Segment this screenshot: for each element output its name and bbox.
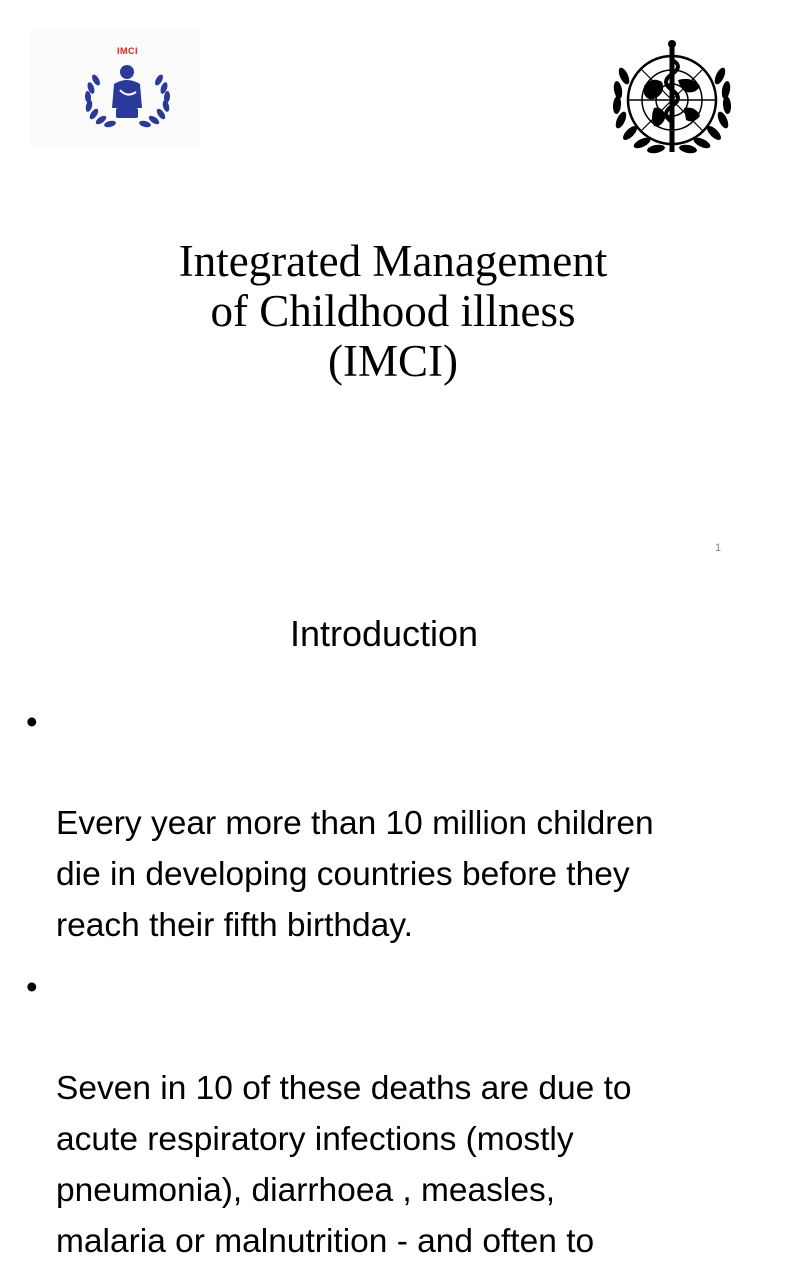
imci-logo-label: IMCI (117, 46, 138, 56)
who-emblem-icon (604, 36, 740, 164)
bullet-marker: • (26, 968, 38, 1005)
bullet-marker: • (26, 703, 38, 740)
bullet-text: Seven in 10 of these deaths are due to acute respiratory infections (mostly pneumonia), diarrhoea , measles, malaria or malnutrition - and often to (56, 1070, 632, 1260)
slide-number: 1 (714, 542, 722, 554)
imci-logo (30, 28, 200, 148)
title-line-1: Integrated Management (178, 236, 608, 286)
list-item (26, 696, 786, 951)
list-item (26, 961, 786, 1267)
bullet-list (26, 696, 786, 1277)
who-logo (604, 36, 740, 164)
title-slide (0, 0, 768, 580)
presentation-title (0, 236, 786, 386)
slide-heading: Introduction (289, 613, 479, 654)
introduction-slide (0, 580, 768, 1260)
title-line-2: of Childhood illness (210, 286, 576, 336)
title-line-3: (IMCI) (328, 336, 458, 386)
bullet-text: Every year more than 10 million children die in developing countries before they reach their fifth birthday. (56, 805, 654, 944)
